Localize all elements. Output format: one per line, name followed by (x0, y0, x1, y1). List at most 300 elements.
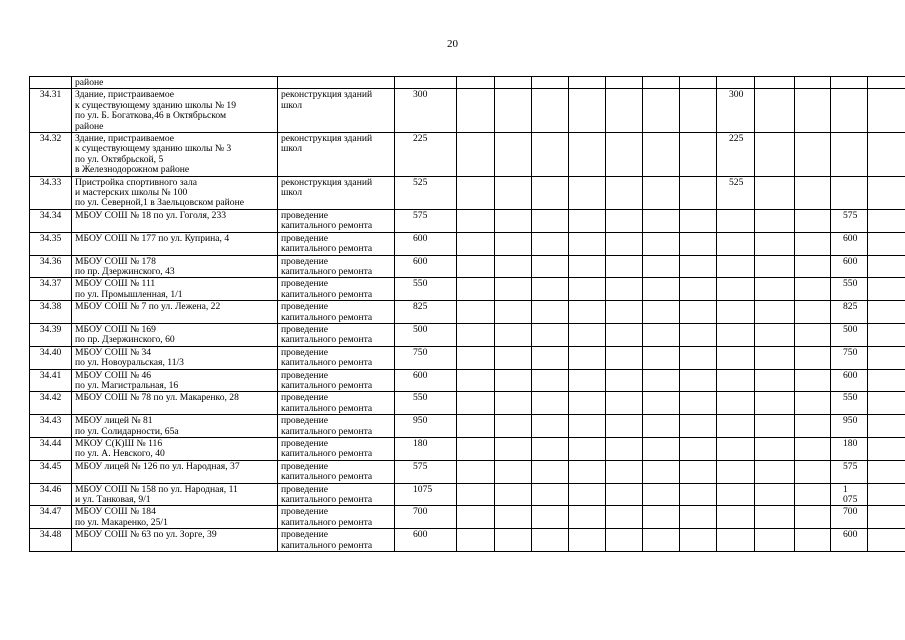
empty-cell (569, 529, 606, 552)
cell-line: капитального ремонта (281, 425, 373, 437)
empty-cell (532, 176, 569, 209)
empty-cell (569, 209, 606, 232)
year-value-b: 1 075 (831, 483, 868, 506)
empty-cell (755, 483, 795, 506)
object-name (72, 133, 278, 177)
cell-line: МБОУ СОШ № 7 по ул. Лежена, 22 (75, 301, 221, 313)
row-number: 34.35 (30, 232, 72, 255)
cell-line: капитального ремонта (281, 288, 373, 300)
year-value-a (717, 529, 755, 552)
empty-cell (755, 506, 795, 529)
year-value-a (717, 255, 755, 278)
year-value-b: 600 (831, 529, 868, 552)
total-value: 600 (395, 255, 457, 278)
cell-line: капитального ремонта (281, 402, 373, 414)
empty-cell (606, 278, 643, 301)
empty-cell (606, 460, 643, 483)
total-value: 180 (395, 438, 457, 461)
empty-cell (569, 506, 606, 529)
work-type (278, 133, 395, 177)
empty-cell (569, 255, 606, 278)
cell-line: Пристройка спортивного зала (75, 176, 198, 188)
row-number: 34.34 (30, 209, 72, 232)
empty-cell (755, 415, 795, 438)
empty-cell (532, 278, 569, 301)
empty-cell (532, 506, 569, 529)
empty-cell (643, 323, 680, 346)
empty-cell (680, 392, 717, 415)
work-type (278, 346, 395, 369)
year-value-b: 825 (831, 301, 868, 324)
empty-cell (606, 77, 643, 89)
cell-line: районе (75, 77, 104, 88)
empty-cell (643, 232, 680, 255)
cell-line: районе (75, 120, 104, 132)
empty-cell (606, 415, 643, 438)
empty-cell (569, 232, 606, 255)
cell-line: капитального ремонта (281, 516, 373, 528)
cell-line: по пр. Дзержинского, 60 (75, 334, 175, 346)
year-value-b: 180 (831, 438, 868, 461)
total-value: 500 (395, 323, 457, 346)
empty-cell (680, 232, 717, 255)
year-value-a (717, 278, 755, 301)
empty-cell (532, 369, 569, 392)
year-value-a: 525 (717, 176, 755, 209)
cell-line: по ул. Б. Богаткова,46 в Октябрьском (75, 110, 227, 122)
year-value-a (717, 323, 755, 346)
object-name (72, 506, 278, 529)
empty-cell (795, 483, 831, 506)
year-value-b (831, 176, 868, 209)
empty-cell (795, 369, 831, 392)
empty-cell (457, 89, 495, 133)
table-row (30, 232, 905, 255)
empty-cell (495, 301, 532, 324)
cell-line: МБОУ СОШ № 46 (75, 369, 152, 381)
empty-cell (606, 133, 643, 177)
cell-line: проведение (281, 438, 328, 449)
empty-cell (795, 133, 831, 177)
work-type (278, 438, 395, 461)
empty-cell (680, 89, 717, 133)
object-name (72, 415, 278, 438)
cell-line: по ул. Промышленная, 1/1 (75, 288, 183, 300)
empty-cell (569, 278, 606, 301)
cell-line: МБОУ СОШ № 18 по ул. Гоголя, 233 (75, 209, 227, 221)
empty-cell (495, 369, 532, 392)
cell-line: проведение (281, 529, 328, 541)
table-row (30, 483, 905, 506)
empty-cell (569, 133, 606, 177)
empty-cell (868, 392, 905, 415)
object-name (72, 255, 278, 278)
empty-cell (569, 415, 606, 438)
empty-cell (643, 415, 680, 438)
empty-cell (643, 133, 680, 177)
empty-cell (868, 89, 905, 133)
row-number: 34.36 (30, 255, 72, 278)
cell-line: МБОУ СОШ № 111 (75, 278, 156, 290)
empty-cell (680, 176, 717, 209)
empty-cell (795, 89, 831, 133)
empty-cell (868, 460, 905, 483)
empty-cell (278, 77, 395, 89)
cell-line: школ (281, 143, 303, 155)
empty-cell (795, 415, 831, 438)
empty-cell (795, 232, 831, 255)
table-row (30, 89, 905, 133)
cell-line: проведение (281, 460, 328, 472)
row-number: 34.38 (30, 301, 72, 324)
total-value: 825 (395, 301, 457, 324)
empty-cell (457, 232, 495, 255)
empty-cell (795, 301, 831, 324)
empty-cell (680, 438, 717, 461)
empty-cell (868, 176, 905, 209)
row-number: 34.47 (30, 506, 72, 529)
year-value-a (717, 209, 755, 232)
cell-line: капитального ремонта (281, 357, 373, 369)
table-row (30, 323, 905, 346)
table-row (30, 301, 905, 324)
row-number: 34.40 (30, 346, 72, 369)
row-number: 34.33 (30, 176, 72, 209)
cell-line: Здание, пристраиваемое (75, 133, 175, 145)
empty-cell (643, 506, 680, 529)
empty-cell (643, 529, 680, 552)
empty-cell (868, 415, 905, 438)
empty-cell (457, 438, 495, 461)
cell-line: и мастерских школы № 100 (75, 187, 188, 199)
cell-line: по ул. Октябрьской, 5 (75, 153, 164, 165)
empty-cell (643, 255, 680, 278)
cell-line: капитального ремонта (281, 243, 373, 255)
table-row (30, 176, 905, 209)
row-number: 34.32 (30, 133, 72, 177)
empty-cell (495, 77, 532, 89)
total-value: 225 (395, 133, 457, 177)
year-value-b: 575 (831, 209, 868, 232)
empty-cell (795, 529, 831, 552)
table-row (30, 369, 905, 392)
total-value: 1075 (395, 483, 457, 506)
empty-cell (868, 209, 905, 232)
cell-line: проведение (281, 415, 328, 427)
work-type (278, 89, 395, 133)
empty-cell (795, 77, 831, 89)
object-name (72, 176, 278, 209)
work-type (278, 460, 395, 483)
empty-cell (457, 460, 495, 483)
empty-cell (755, 323, 795, 346)
year-value-b: 575 (831, 460, 868, 483)
year-value-a (717, 369, 755, 392)
work-type (278, 232, 395, 255)
empty-cell (755, 369, 795, 392)
empty-cell (532, 529, 569, 552)
empty-cell (569, 346, 606, 369)
year-value-a: 300 (717, 89, 755, 133)
empty-cell (680, 209, 717, 232)
year-value-a (717, 346, 755, 369)
table-row (30, 415, 905, 438)
table-row (30, 255, 905, 278)
empty-cell (495, 176, 532, 209)
cell-line: капитального ремонта (281, 220, 373, 232)
empty-cell (457, 278, 495, 301)
empty-cell (457, 415, 495, 438)
empty-cell (532, 232, 569, 255)
row-number: 34.42 (30, 392, 72, 415)
cell-line: капитального ремонта (281, 539, 373, 551)
empty-cell (569, 438, 606, 461)
empty-cell (680, 460, 717, 483)
empty-cell (831, 77, 868, 89)
cell-line: МБОУ СОШ № 63 по ул. Зорге, 39 (75, 529, 217, 541)
year-value-a (717, 392, 755, 415)
work-type (278, 369, 395, 392)
empty-cell (643, 438, 680, 461)
cell-line: МКОУ С(К)Ш № 116 (75, 438, 163, 449)
table-row (30, 133, 905, 177)
cell-line: проведение (281, 483, 328, 495)
cell-line: проведение (281, 369, 328, 381)
cell-line: по ул. А. Невского, 40 (75, 448, 165, 460)
cell-line: Здание, пристраиваемое (75, 89, 175, 101)
cell-line: капитального ремонта (281, 311, 373, 323)
cell-line: проведение (281, 209, 328, 221)
table-row (30, 506, 905, 529)
empty-cell (457, 301, 495, 324)
cell-line: МБОУ СОШ № 78 по ул. Макаренко, 28 (75, 392, 239, 404)
cell-line: МБОУ лицей № 81 (75, 415, 153, 427)
year-value-b: 550 (831, 392, 868, 415)
object-name (72, 232, 278, 255)
cell-line: реконструкция зданий (281, 89, 373, 101)
empty-cell (495, 415, 532, 438)
cell-line: проведение (281, 323, 328, 335)
table-row-continuation (30, 77, 905, 89)
year-value-b (831, 89, 868, 133)
empty-cell (755, 278, 795, 301)
total-value: 300 (395, 89, 457, 133)
empty-cell (868, 346, 905, 369)
empty-cell (755, 176, 795, 209)
total-value: 600 (395, 232, 457, 255)
object-name (72, 460, 278, 483)
year-value-b: 500 (831, 323, 868, 346)
work-type (278, 255, 395, 278)
empty-cell (606, 255, 643, 278)
empty-cell (795, 278, 831, 301)
empty-cell (457, 176, 495, 209)
empty-cell (457, 346, 495, 369)
empty-cell (755, 460, 795, 483)
cell-line: МБОУ СОШ № 178 (75, 255, 156, 267)
empty-cell (795, 323, 831, 346)
empty-cell (457, 209, 495, 232)
name-cell (72, 77, 278, 89)
empty-cell (569, 323, 606, 346)
empty-cell (755, 529, 795, 552)
empty-cell (680, 255, 717, 278)
year-value-b: 600 (831, 369, 868, 392)
year-value-a (717, 460, 755, 483)
object-name (72, 483, 278, 506)
empty-cell (569, 77, 606, 89)
empty-cell (495, 529, 532, 552)
object-name (72, 89, 278, 133)
table-row (30, 209, 905, 232)
empty-cell (569, 301, 606, 324)
empty-cell (457, 392, 495, 415)
empty-cell (532, 392, 569, 415)
object-name (72, 529, 278, 552)
empty-cell (795, 506, 831, 529)
empty-cell (680, 506, 717, 529)
empty-cell (868, 438, 905, 461)
empty-cell (868, 301, 905, 324)
empty-cell (868, 133, 905, 177)
object-name (72, 301, 278, 324)
cell-line: проведение (281, 506, 328, 518)
empty-cell (795, 460, 831, 483)
empty-cell (495, 89, 532, 133)
cell-line: МБОУ СОШ № 169 (75, 323, 156, 335)
objects-table (29, 76, 905, 552)
total-value: 700 (395, 506, 457, 529)
total-value: 950 (395, 415, 457, 438)
cell-line: в Железнодорожном районе (75, 164, 190, 176)
year-value-b (831, 133, 868, 177)
total-value: 575 (395, 209, 457, 232)
table-row (30, 278, 905, 301)
total-value: 750 (395, 346, 457, 369)
object-name (72, 346, 278, 369)
cell-line: капитального ремонта (281, 334, 373, 346)
empty-cell (457, 483, 495, 506)
row-number: 34.37 (30, 278, 72, 301)
cell-line: по пр. Дзержинского, 43 (75, 265, 175, 277)
empty-cell (680, 529, 717, 552)
empty-cell (532, 301, 569, 324)
empty-cell (569, 89, 606, 133)
year-value-a (717, 438, 755, 461)
year-value-b: 600 (831, 255, 868, 278)
year-value-b: 950 (831, 415, 868, 438)
cell-line: к существующему зданию школы № 3 (75, 143, 232, 155)
empty-cell (457, 77, 495, 89)
empty-cell (643, 301, 680, 324)
row-number: 34.44 (30, 438, 72, 461)
cell-line: школ (281, 187, 303, 199)
empty-cell (532, 77, 569, 89)
cell-line: проведение (281, 392, 328, 404)
empty-cell (795, 176, 831, 209)
empty-cell (532, 255, 569, 278)
year-value-b: 700 (831, 506, 868, 529)
empty-cell (868, 278, 905, 301)
cell-line: проведение (281, 301, 328, 313)
row-number: 34.43 (30, 415, 72, 438)
cell-line: проведение (281, 232, 328, 244)
empty-cell (680, 133, 717, 177)
empty-cell (532, 209, 569, 232)
empty-cell (495, 323, 532, 346)
empty-cell (868, 369, 905, 392)
empty-cell (395, 77, 457, 89)
empty-cell (680, 346, 717, 369)
work-type (278, 506, 395, 529)
empty-cell (495, 346, 532, 369)
empty-cell (569, 483, 606, 506)
empty-cell (680, 77, 717, 89)
work-type (278, 483, 395, 506)
object-name (72, 278, 278, 301)
empty-cell (755, 392, 795, 415)
object-name (72, 369, 278, 392)
empty-cell (495, 278, 532, 301)
row-number: 34.48 (30, 529, 72, 552)
total-value: 525 (395, 176, 457, 209)
empty-cell (755, 438, 795, 461)
cell-line: капитального ремонта (281, 448, 373, 460)
table-row (30, 438, 905, 461)
empty-cell (532, 133, 569, 177)
work-type (278, 301, 395, 324)
empty-cell (495, 392, 532, 415)
object-name (72, 209, 278, 232)
work-type (278, 392, 395, 415)
empty-cell (495, 460, 532, 483)
object-name (72, 392, 278, 415)
cell-line: и ул. Танковая, 9/1 (75, 494, 151, 506)
empty-cell (643, 278, 680, 301)
empty-cell (532, 438, 569, 461)
empty-cell (755, 301, 795, 324)
empty-cell (643, 77, 680, 89)
cell-line: МБОУ СОШ № 177 по ул. Куприна, 4 (75, 232, 230, 244)
empty-cell (457, 369, 495, 392)
cell-line: МБОУ СОШ № 34 (75, 346, 152, 358)
empty-cell (868, 506, 905, 529)
table-row (30, 392, 905, 415)
empty-cell (717, 77, 755, 89)
year-value-a: 225 (717, 133, 755, 177)
cell-line: к существующему зданию школы № 19 (75, 99, 236, 111)
total-value: 550 (395, 392, 457, 415)
empty-cell (755, 346, 795, 369)
cell-line: проведение (281, 346, 328, 358)
empty-cell (606, 438, 643, 461)
row-number: 34.31 (30, 89, 72, 133)
empty-cell (495, 255, 532, 278)
year-value-b: 600 (831, 232, 868, 255)
year-value-b: 550 (831, 278, 868, 301)
empty-cell (643, 209, 680, 232)
empty-cell (457, 323, 495, 346)
cell-line: капитального ремонта (281, 494, 373, 506)
row-number: 34.39 (30, 323, 72, 346)
empty-cell (643, 369, 680, 392)
empty-cell (755, 77, 795, 89)
empty-cell (795, 346, 831, 369)
cell-line: по ул. Солидарности, 65а (75, 425, 179, 437)
empty-cell (606, 323, 643, 346)
empty-cell (868, 77, 905, 89)
empty-cell (680, 415, 717, 438)
